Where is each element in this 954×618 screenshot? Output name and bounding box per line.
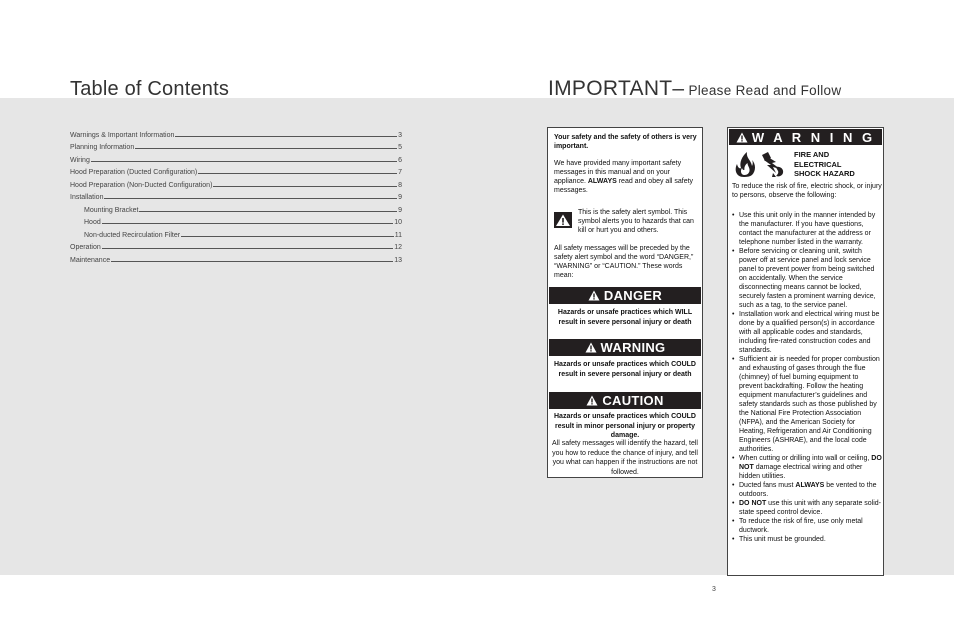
important-title-sub: Please Read and Follow	[684, 83, 842, 98]
danger-bar	[549, 287, 701, 304]
danger-alert-icon	[588, 290, 600, 301]
hazard-icons	[732, 149, 790, 184]
toc-entry-installation[interactable]: Installation 9	[70, 194, 402, 201]
list-item: • Ducted fans must ALWAYS be vented to the outdoors.	[732, 481, 882, 499]
toc-entry-wiring[interactable]: Wiring 6	[70, 156, 402, 164]
fire-icon	[736, 152, 755, 177]
important-title	[548, 77, 841, 101]
warning-box-alert-icon	[736, 132, 748, 143]
list-item: • Sufficient air is needed for proper combustion and exhausting of gases through the flue (chimney) of fuel burning equipment to prevent backdrafting. Follow the heating equipment manufacturer’s guidelines and safety standards such as those published by the National Fire Protection Association (NFPA), and the American Society for Heating, Refrigeration and Air Conditioning Engineers (ASHRAE), and the local code authorities.	[732, 355, 882, 454]
danger-description: Hazards or unsafe practices which WILL result in severe personal injury or death	[557, 309, 693, 326]
caution-label: CAUTION	[602, 393, 664, 408]
warning-intro: To reduce the risk of fire, electric shock, or injury to persons, observe the following:	[732, 183, 882, 199]
toc-entry-recirculation-filter[interactable]: Non-ducted Recirculation Filter 11	[84, 231, 402, 239]
list-item: • To reduce the risk of fire, use only metal ductwork.	[732, 517, 882, 535]
list-item: • DO NOT use this unit with any separate solid-state speed control device.	[732, 499, 882, 517]
warning-box-bar	[729, 129, 882, 145]
toc-entry-planning[interactable]: Planning Information 5	[70, 144, 402, 151]
list-item: • Use this unit only in the manner intended by the manufacturer. If you have questions, contact the manufacturer at the address or telephone number listed in the warranty.	[732, 211, 882, 247]
toc-entry-hood[interactable]: Hood 10	[84, 219, 402, 226]
toc-entry-warnings[interactable]: Warnings & Important Information 3	[70, 131, 402, 139]
warning-description: Hazards or unsafe practices which COULD result in severe personal injury or death	[554, 361, 696, 378]
caution-description: Hazards or unsafe practices which COULD result in minor personal injury or property damage.	[554, 413, 696, 439]
toc-entry-operation[interactable]: Operation 12	[70, 244, 402, 251]
caution-bar	[549, 392, 701, 409]
warning-bullet-list	[732, 211, 882, 544]
safety-messages-box	[547, 127, 703, 478]
important-title-main: IMPORTANT–	[548, 77, 685, 100]
safety-alert-icon	[554, 212, 572, 228]
hazard-title: FIRE AND ELECTRICAL SHOCK HAZARD	[794, 150, 855, 178]
list-item: • This unit must be grounded.	[732, 535, 882, 544]
toc-entry-hood-prep-non-ducted[interactable]: Hood Preparation (Non-Ducted Configuration) 8	[70, 181, 402, 189]
table-of-contents	[70, 126, 402, 264]
warning-alert-icon	[585, 342, 597, 353]
warning-box-label: W A R N I N G	[751, 129, 876, 145]
electrical-shock-icon	[762, 152, 783, 177]
danger-label: DANGER	[603, 288, 663, 303]
toc-entry-maintenance[interactable]: Maintenance 13	[70, 256, 402, 264]
list-item: • Installation work and electrical wiring must be done by a qualified person(s) in accordance with all applicable codes and standards, including fire-rated construction codes and standards.	[732, 310, 882, 355]
warning-bar	[549, 339, 701, 356]
toc-entry-hood-prep-ducted[interactable]: Hood Preparation (Ducted Configuration) 7	[70, 169, 402, 176]
caution-alert-icon	[586, 395, 598, 406]
warning-label: WARNING	[600, 340, 666, 355]
safety-paragraph-1: We have provided many important safety messages in this manual and on your appliance. ALWAYS read and obey all safety messages.	[554, 160, 694, 194]
page-number: 3	[712, 586, 716, 593]
safety-closing-text: All safety messages will identify the hazard, tell you how to reduce the chance of injury, and tell you what can happen if the instructions are not followed.	[552, 440, 698, 476]
list-item: • Before servicing or cleaning unit, switch power off at service panel and lock service panel to prevent power from being switched on accidentally. When the service disconnecting means cannot be locked, securely fasten a prominent warning device, such as a tag, to the service panel.	[732, 247, 882, 310]
list-item: • When cutting or drilling into wall or ceiling, DO NOT damage electrical wiring and other hidden utilities.	[732, 454, 882, 481]
warning-box	[727, 127, 884, 576]
toc-entry-mounting-bracket[interactable]: Mounting Bracket 9	[84, 206, 402, 214]
toc-title: Table of Contents	[70, 78, 230, 100]
safety-heading: Your safety and the safety of others is very important.	[554, 134, 697, 150]
safety-alert-description: This is the safety alert symbol. This symbol alerts you to hazards that can kill or hurt you and others.	[578, 209, 694, 234]
safety-paragraph-2: All safety messages will be preceded by the safety alert symbol and the word “DANGER,” “WARNING” or “CAUTION.” These words mean:	[554, 245, 694, 279]
